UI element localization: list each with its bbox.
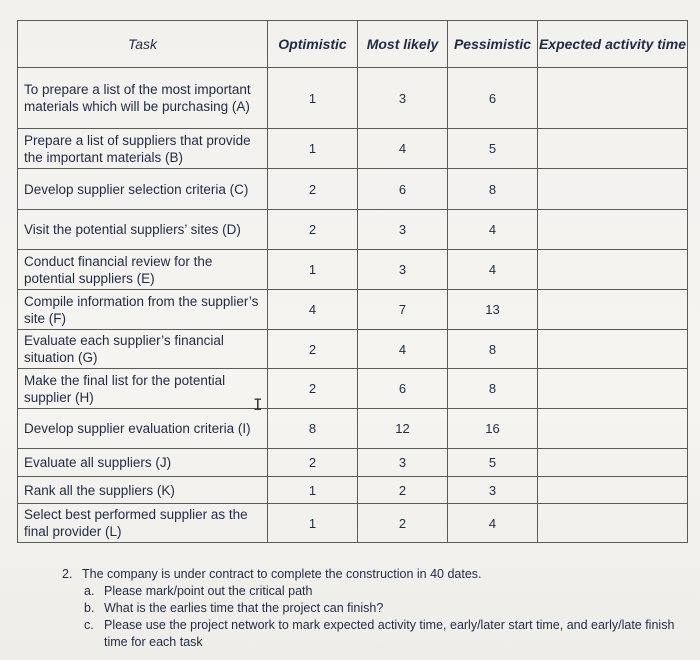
most-likely-cell: 12 — [358, 409, 448, 449]
header-expected-activity-time: Expected activity time — [538, 21, 688, 68]
sub-question-b — [84, 600, 682, 617]
most-likely-cell: 4 — [358, 330, 448, 369]
sub-question-label: b. — [84, 601, 95, 615]
task-cell: Develop supplier evaluation criteria (I) — [18, 409, 268, 449]
sub-question-label: c. — [84, 618, 94, 632]
table-row — [18, 504, 688, 543]
sub-question-text: What is the earlies time that the project can finish? — [104, 601, 384, 615]
pessimistic-cell: 4 — [448, 504, 538, 543]
expected-cell — [538, 369, 688, 409]
expected-cell — [538, 449, 688, 477]
table-row — [18, 169, 688, 210]
sub-question-label: a. — [84, 584, 95, 598]
task-cell: Select best performed supplier as the final provider (L) — [18, 504, 268, 543]
most-likely-cell: 3 — [358, 250, 448, 290]
header-pessimistic: Pessimistic — [448, 21, 538, 68]
most-likely-cell: 6 — [358, 169, 448, 210]
most-likely-cell: 3 — [358, 449, 448, 477]
table-row — [18, 210, 688, 250]
table-row — [18, 369, 688, 409]
most-likely-cell: 7 — [358, 290, 448, 330]
table-row — [18, 477, 688, 504]
optimistic-cell: 2 — [268, 449, 358, 477]
pessimistic-cell: 8 — [448, 330, 538, 369]
optimistic-cell: 1 — [268, 477, 358, 504]
most-likely-cell: 6 — [358, 369, 448, 409]
pessimistic-cell: 8 — [448, 369, 538, 409]
expected-cell — [538, 68, 688, 129]
optimistic-cell: 4 — [268, 290, 358, 330]
expected-cell — [538, 129, 688, 169]
optimistic-cell: 1 — [268, 250, 358, 290]
pessimistic-cell: 5 — [448, 129, 538, 169]
expected-cell — [538, 330, 688, 369]
expected-cell — [538, 290, 688, 330]
text-cursor-icon: I — [253, 395, 263, 414]
optimistic-cell: 1 — [268, 68, 358, 129]
table-row — [18, 250, 688, 290]
most-likely-cell: 3 — [358, 210, 448, 250]
header-optimistic: Optimistic — [268, 21, 358, 68]
sub-question-a — [84, 583, 682, 600]
expected-cell — [538, 504, 688, 543]
table-row — [18, 290, 688, 330]
pessimistic-cell: 16 — [448, 409, 538, 449]
expected-cell — [538, 250, 688, 290]
task-cell: To prepare a list of the most important materials which will be purchasing (A) — [18, 68, 268, 129]
table-row — [18, 330, 688, 369]
pessimistic-cell: 13 — [448, 290, 538, 330]
optimistic-cell: 8 — [268, 409, 358, 449]
table-row — [18, 409, 688, 449]
pessimistic-cell: 8 — [448, 169, 538, 210]
pessimistic-cell: 3 — [448, 477, 538, 504]
question-block — [62, 566, 682, 651]
optimistic-cell: 2 — [268, 210, 358, 250]
task-cell: Evaluate each supplier’s financial situation (G) — [18, 330, 268, 369]
task-cell: Evaluate all suppliers (J) — [18, 449, 268, 477]
task-cell: Rank all the suppliers (K) — [18, 477, 268, 504]
table-header-row — [18, 21, 688, 68]
question-text: The company is under contract to complete the construction in 40 dates. — [82, 567, 482, 581]
pessimistic-cell: 5 — [448, 449, 538, 477]
expected-cell — [538, 169, 688, 210]
most-likely-cell: 4 — [358, 129, 448, 169]
table-row — [18, 68, 688, 129]
task-cell: Develop supplier selection criteria (C) — [18, 169, 268, 210]
most-likely-cell: 2 — [358, 504, 448, 543]
header-most-likely: Most likely — [358, 21, 448, 68]
task-cell: Prepare a list of suppliers that provide the important materials (B) — [18, 129, 268, 169]
expected-cell — [538, 409, 688, 449]
expected-cell — [538, 210, 688, 250]
optimistic-cell: 2 — [268, 330, 358, 369]
pert-task-table — [17, 20, 688, 543]
task-cell: Conduct financial review for the potential suppliers (E) — [18, 250, 268, 290]
optimistic-cell: 2 — [268, 369, 358, 409]
pessimistic-cell: 6 — [448, 68, 538, 129]
expected-cell — [538, 477, 688, 504]
optimistic-cell: 1 — [268, 504, 358, 543]
most-likely-cell: 3 — [358, 68, 448, 129]
task-cell: Make the final list for the potential supplier (H) — [18, 369, 268, 409]
most-likely-cell: 2 — [358, 477, 448, 504]
question-number: 2. — [62, 567, 73, 581]
header-task: Task — [18, 21, 268, 68]
optimistic-cell: 1 — [268, 129, 358, 169]
question-2 — [62, 566, 682, 583]
optimistic-cell: 2 — [268, 169, 358, 210]
sub-question-text: Please use the project network to mark expected activity time, early/later start time, and early/late finish time for each task — [104, 618, 675, 649]
sub-question-c — [84, 617, 682, 651]
task-cell: Visit the potential suppliers’ sites (D) — [18, 210, 268, 250]
pessimistic-cell: 4 — [448, 210, 538, 250]
table-row — [18, 449, 688, 477]
pessimistic-cell: 4 — [448, 250, 538, 290]
task-cell: Compile information from the supplier’s site (F) — [18, 290, 268, 330]
table-row — [18, 129, 688, 169]
sub-question-text: Please mark/point out the critical path — [104, 584, 313, 598]
